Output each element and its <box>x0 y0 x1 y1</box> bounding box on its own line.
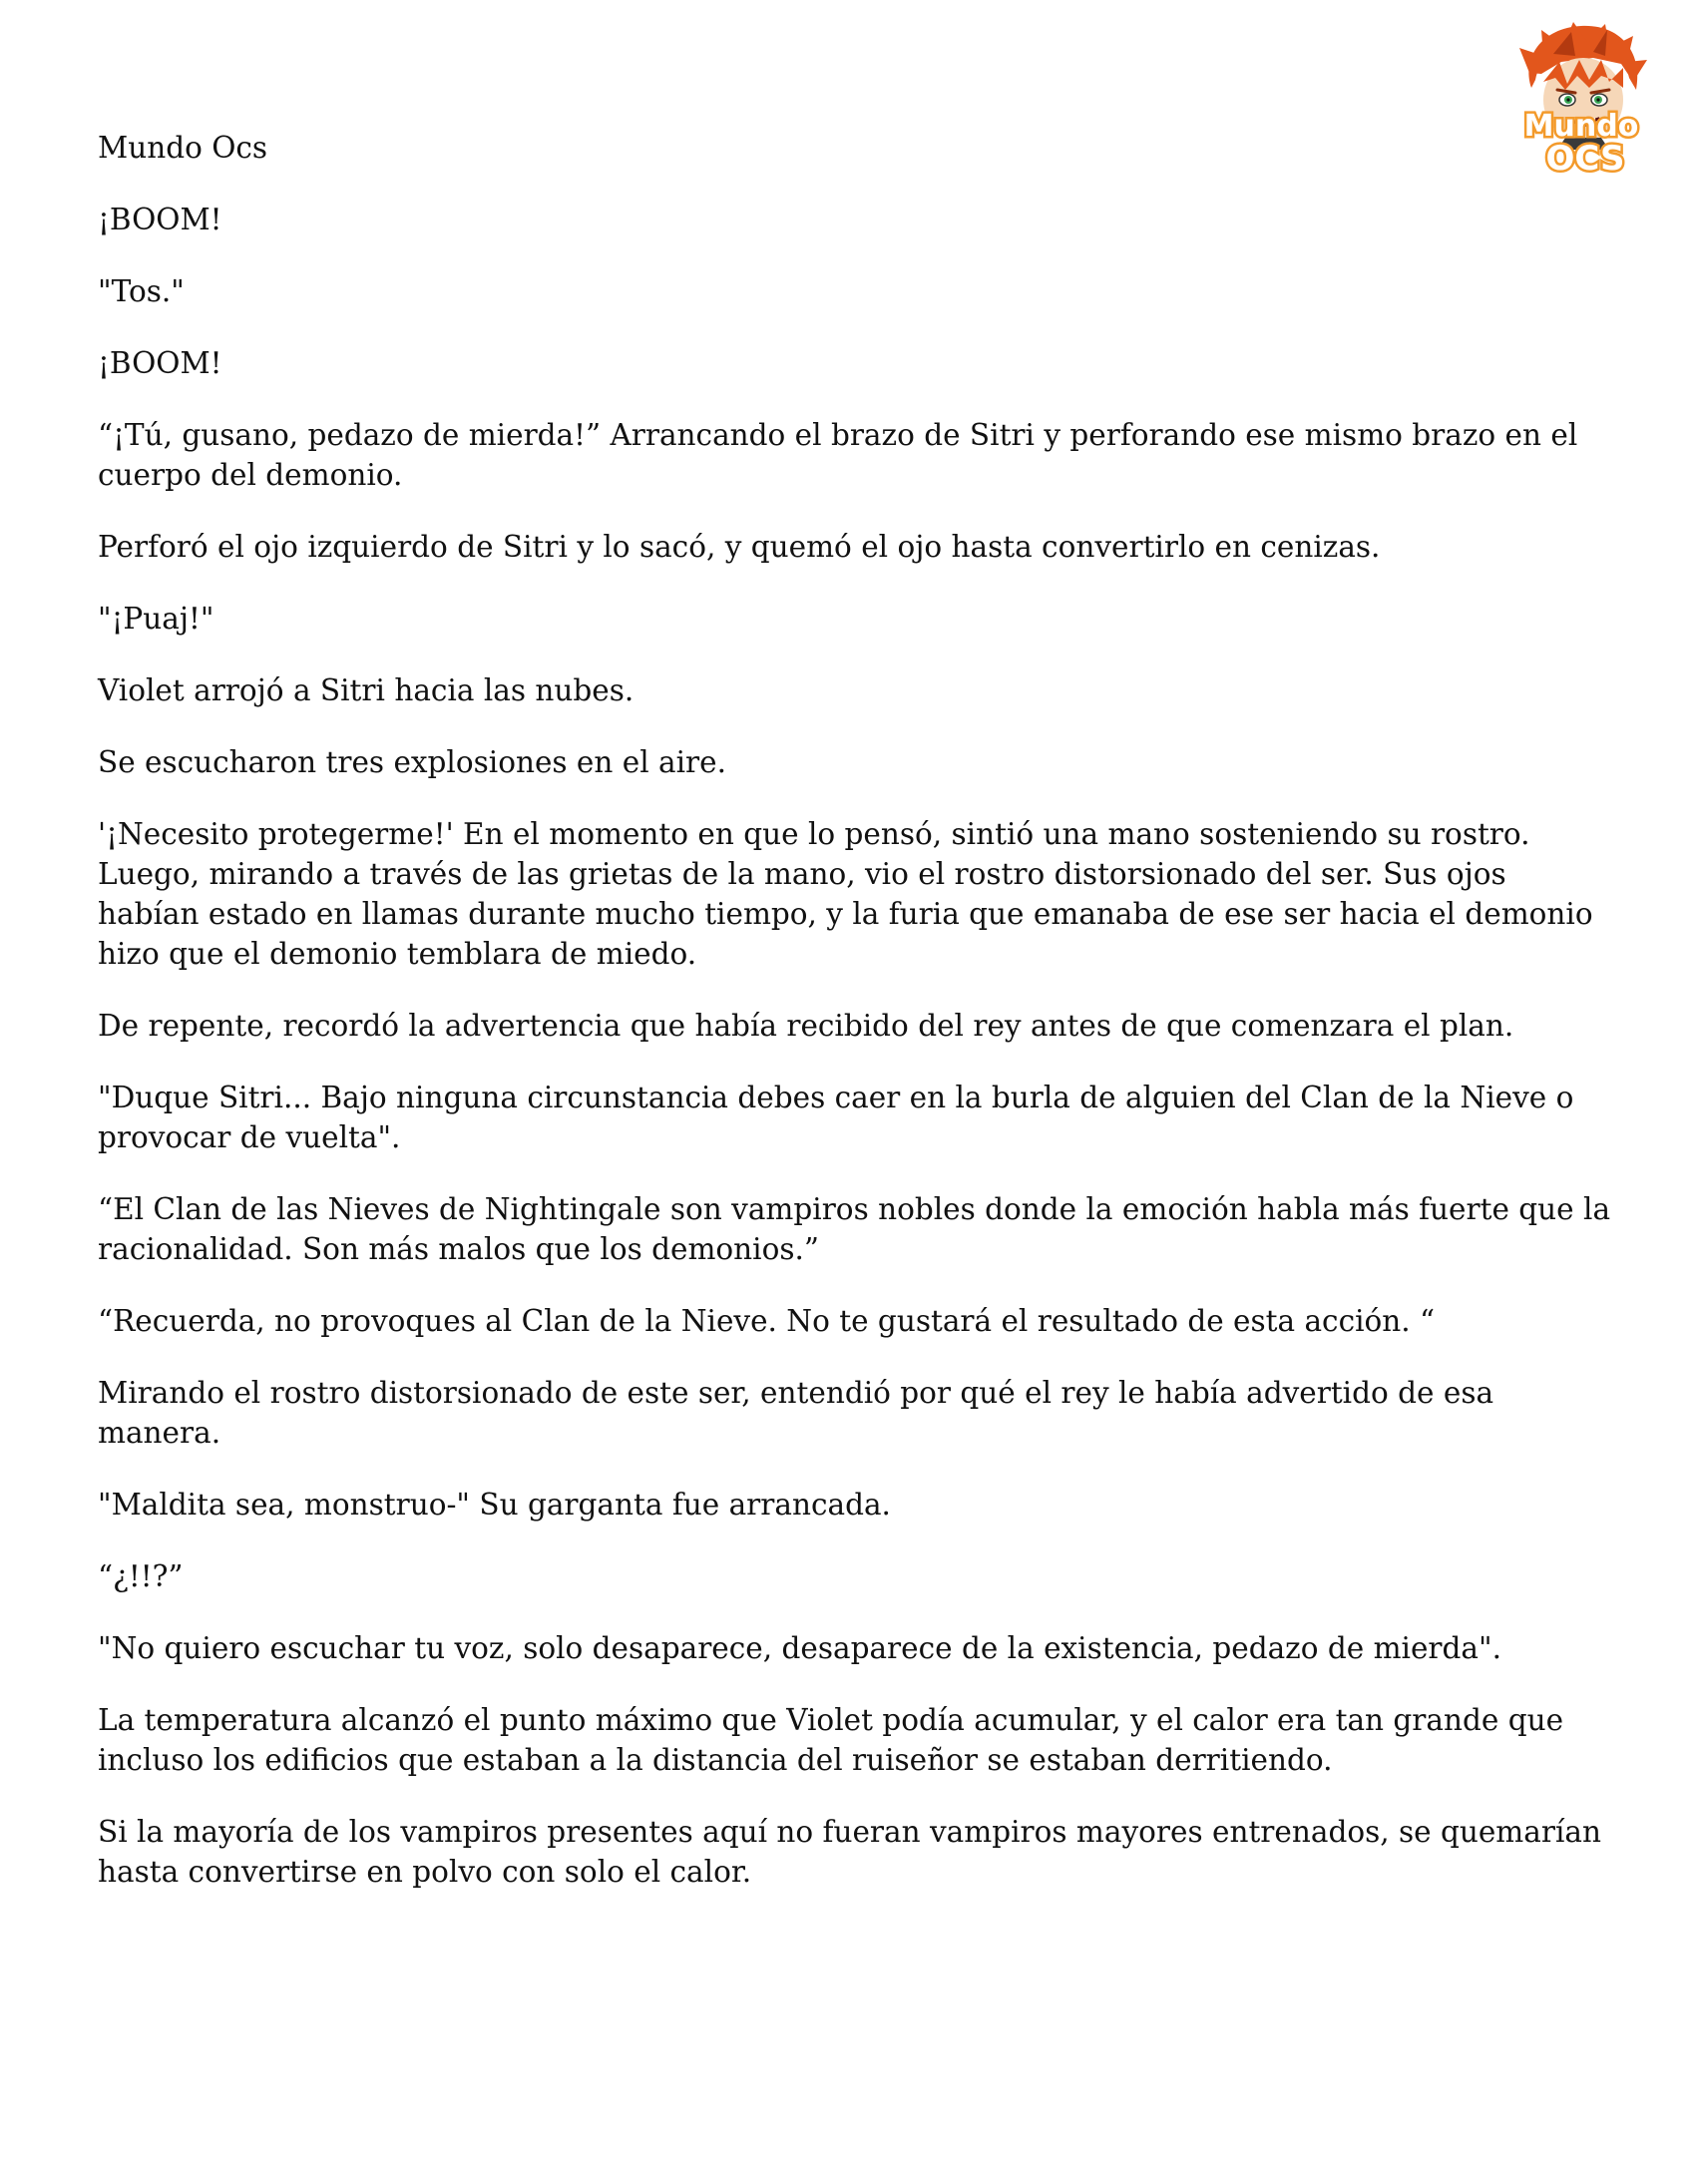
text-body <box>98 128 1614 1924</box>
paragraph: “¿!!?” <box>98 1559 184 1593</box>
paragraph: Mundo Ocs <box>98 131 268 165</box>
paragraph: ¡BOOM! <box>98 346 222 380</box>
paragraph: Si la mayoría de los vampiros presentes aquí no fueran vampiros mayores entrenados, se quemarían hasta convertirse en polvo con solo el calor. <box>98 1815 1601 1889</box>
paragraph: “El Clan de las Nieves de Nightingale son vampiros nobles donde la emoción habla más fuerte que la racionalidad. Son más malos que los demonios.” <box>98 1192 1611 1266</box>
paragraph: "No quiero escuchar tu voz, solo desaparece, desaparece de la existencia, pedazo de mierda". <box>98 1631 1501 1665</box>
paragraph: Violet arrojó a Sitri hacia las nubes. <box>98 673 635 707</box>
paragraph: "Maldita sea, monstruo-" Su garganta fue arrancada. <box>98 1488 891 1522</box>
svg-text:Mundo: Mundo <box>1523 109 1639 144</box>
paragraph: Perforó el ojo izquierdo de Sitri y lo sacó, y quemó el ojo hasta convertirlo en cenizas. <box>98 530 1381 564</box>
paragraph: ¡BOOM! <box>98 203 222 236</box>
paragraph: De repente, recordó la advertencia que había recibido del rey antes de que comenzara el plan. <box>98 1009 1514 1043</box>
paragraph: "¡Puaj!" <box>98 602 214 636</box>
paragraph: “¡Tú, gusano, pedazo de mierda!” Arrancando el brazo de Sitri y perforando ese mismo brazo en el cuerpo del demonio. <box>98 418 1578 492</box>
paragraph: Mirando el rostro distorsionado de este ser, entendió por qué el rey le había advertido de esa manera. <box>98 1376 1494 1450</box>
paragraph: "Tos." <box>98 274 185 308</box>
paragraph: "Duque Sitri... Bajo ninguna circunstancia debes caer en la burla de alguien del Clan de la Nieve o provocar de vuelta". <box>98 1081 1574 1154</box>
paragraph: Se escucharon tres explosiones en el aire. <box>98 745 726 779</box>
svg-text:OCS: OCS <box>1545 139 1625 179</box>
paragraph: '¡Necesito protegerme!' En el momento en que lo pensó, sintió una mano sosteniendo su rostro. Luego, mirando a través de las grietas de la mano, vio el rostro distorsionado del ser. Sus ojos habían estado en llamas durante mucho tiempo, y la furia que emanaba de ese ser hacia el demonio hizo que el demonio temblara de miedo. <box>98 817 1593 971</box>
paragraph: “Recuerda, no provoques al Clan de la Nieve. No te gustará el resultado de esta acción. “ <box>98 1304 1436 1338</box>
paragraph: La temperatura alcanzó el punto máximo que Violet podía acumular, y el calor era tan grande que incluso los edificios que estaban a la distancia del ruiseñor se estaban derritiendo. <box>98 1703 1564 1777</box>
